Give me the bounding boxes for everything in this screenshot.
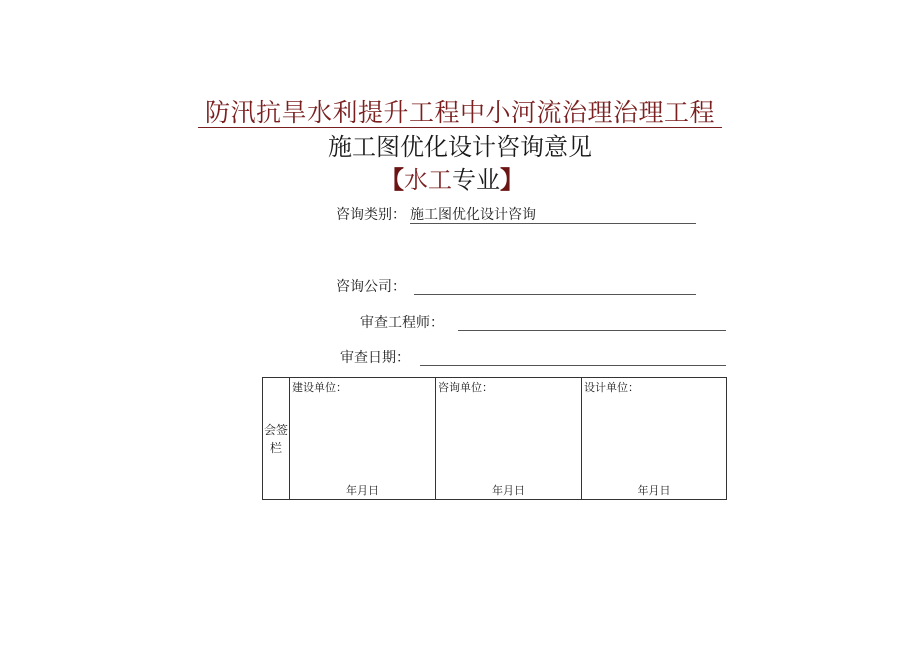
- date-label: 审查日期：: [340, 350, 410, 366]
- consulting-unit-cell[interactable]: [436, 378, 582, 500]
- project-title-text: 防汛抗旱水利提升工程中小河流治理治理工程: [204, 98, 715, 127]
- company-label: 咨询公司：: [336, 279, 406, 295]
- document-subtitle: 施工图优化设计咨询意见: [328, 133, 592, 161]
- engineer-underline[interactable]: [458, 314, 726, 331]
- date-field: [340, 349, 410, 367]
- project-title-underline: [198, 127, 722, 128]
- specialty-title: [380, 164, 524, 196]
- design-unit-label: 设计单位：: [584, 381, 639, 394]
- signature-header: [263, 378, 290, 500]
- construction-unit-label: 建设单位：: [292, 381, 347, 394]
- engineer-field: [360, 314, 444, 332]
- specialty-text-b: 专业: [452, 166, 500, 194]
- category-field: [336, 206, 536, 224]
- company-underline[interactable]: [414, 278, 696, 295]
- bracket-close: 】: [500, 165, 524, 194]
- project-title: [190, 96, 730, 130]
- construction-unit-date: 年月日: [346, 484, 379, 497]
- date-underline[interactable]: [420, 349, 726, 366]
- bracket-open: 【: [380, 165, 404, 194]
- signature-table: [262, 377, 727, 500]
- design-unit-cell[interactable]: [582, 378, 727, 500]
- category-underline: [410, 207, 696, 224]
- design-unit-date: 年月日: [637, 484, 671, 497]
- construction-unit-cell[interactable]: [290, 378, 436, 500]
- consulting-unit-date: 年月日: [492, 484, 525, 497]
- company-field: [336, 278, 406, 296]
- specialty-text-a: 水工: [404, 166, 452, 194]
- consulting-unit-label: 咨询单位：: [438, 381, 493, 394]
- signature-header-text: 会签 栏: [263, 422, 288, 455]
- category-value: 施工图优化设计咨询: [410, 207, 536, 223]
- engineer-label: 审查工程师：: [360, 315, 444, 331]
- category-label: 咨询类别：: [336, 207, 406, 223]
